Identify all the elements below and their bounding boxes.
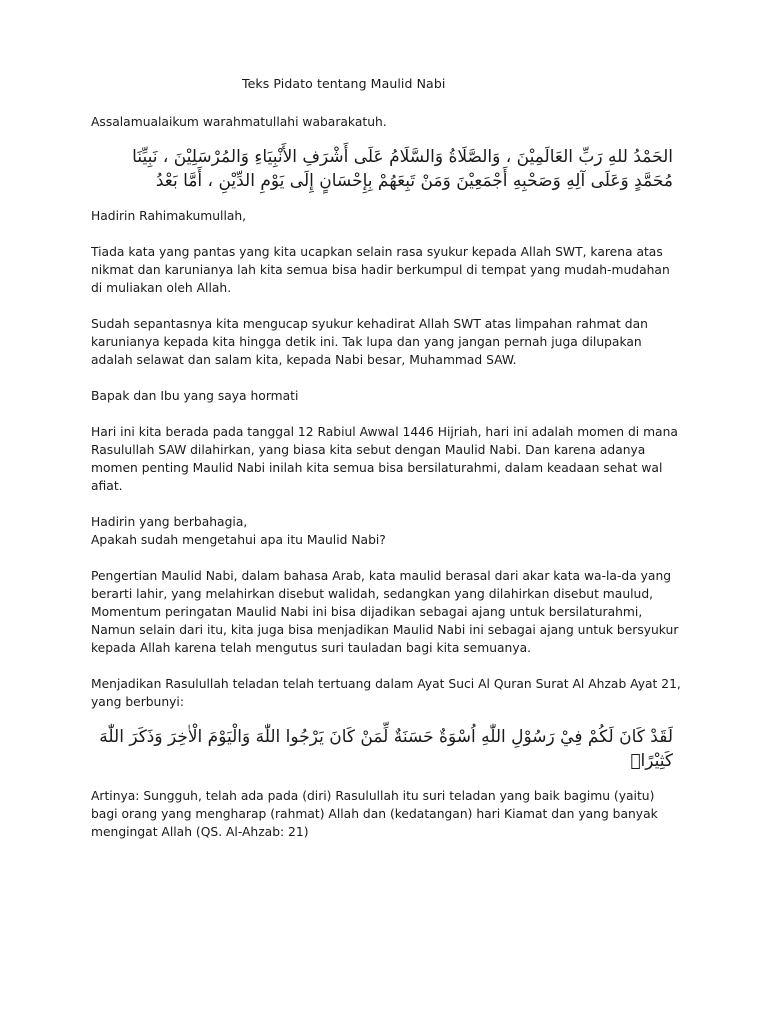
paragraph-address-1: Hadirin Rahimakumullah, bbox=[91, 209, 247, 223]
paragraph-momentum: Momentum peringatan Maulid Nabi ini bisa dijadikan sebagai ajang untuk bersilaturahmi, Namun selain dari itu, kita juga bisa menjadikan Maulid Nabi ini sebagai ajang untuk bersyukur kepada Allah karena telah mengutus suri tauladan bagi kita semuanya. bbox=[91, 605, 679, 655]
paragraph-verse-intro: Menjadikan Rasulullah teladan telah tertuang dalam Ayat Suci Al Quran Surat Al Ahzab Ayat 21, yang berbunyi: bbox=[91, 677, 681, 709]
paragraph-question: Apakah sudah mengetahui apa itu Maulid Nabi? bbox=[91, 533, 386, 547]
arabic-verse: لَقَدْ كَانَ لَكُمْ فِيْ رَسُوْلِ اللّٰهِ اُسْوَةٌ حَسَنَةٌ لِّمَنْ كَانَ يَرْجُوا اللّٰهَ وَالْيَوْمَ الْاٰخِرَ وَذَكَرَ اللّٰهَ كَثِيْرًاۗ bbox=[99, 727, 673, 771]
document-body bbox=[91, 113, 681, 841]
paragraph-thanks: Sudah sepantasnya kita mengucap syukur kehadirat Allah SWT atas limpahan rahmat dan karunianya kepada kita hingga detik ini. Tak lupa dan yang jangan pernah juga dilupakan adalah selawat dan salam kita, kepada Nabi besar, Muhammad SAW. bbox=[91, 317, 648, 367]
paragraph-translation: Artinya: Sungguh, telah ada pada (diri) Rasulullah itu suri teladan yang baik bagimu (yaitu) bagi orang yang mengharap (rahmat) Allah dan (kedatangan) hari Kiamat dan yang banyak mengingat Allah (QS. Al-Ahzab: 21) bbox=[91, 789, 658, 839]
paragraph-address-3: Hadirin yang berbahagia, bbox=[91, 515, 248, 529]
paragraph-definition: Pengertian Maulid Nabi, dalam bahasa Arab, kata maulid berasal dari akar kata wa-la-da yang berarti lahir, yang melahirkan disebut walidah, sedangkan yang dilahirkan disebut maulud, bbox=[91, 569, 672, 601]
paragraph-gratitude: Tiada kata yang pantas yang kita ucapkan selain rasa syukur kepada Allah SWT, karena atas nikmat dan karunianya lah kita semua bisa hadir berkumpul di tempat yang mudah-mudahan di muliakan oleh Allah. bbox=[91, 245, 670, 295]
paragraph-address-2: Bapak dan Ibu yang saya hormati bbox=[91, 389, 299, 403]
paragraph-date: Hari ini kita berada pada tanggal 12 Rabiul Awwal 1446 Hijriah, hari ini adalah momen di mana Rasulullah SAW dilahirkan, yang biasa kita sebut dengan Maulid Nabi. Dan karena adanya momen penting Maulid Nabi inilah kita semua bisa bersilaturahmi, dalam keadaan sehat wal afiat. bbox=[91, 425, 678, 493]
greeting-paragraph: Assalamualaikum warahmatullahi wabarakatuh. bbox=[91, 115, 387, 129]
arabic-opening-prayer: الحَمْدُ للهِ رَبِّ العَالَمِيْنَ ، وَالصَّلَاةُ وَالسَّلَامُ عَلَى أَشْرَفِ الأَنْبِيَاءِ وَالمُرْسَلِيْنَ ، نَبِيِّنَا مُحَمَّدٍ وَعَلَى آلِهِ وَصَحْبِهِ أَجْمَعِيْنَ وَمَنْ تَبِعَهُمْ بِإِحْسَانٍ إِلَى يَوْمِ الدِّيْنِ ، أَمَّا بَعْدُ bbox=[132, 147, 673, 191]
document-title: Teks Pidato tentang Maulid Nabi bbox=[242, 76, 446, 91]
